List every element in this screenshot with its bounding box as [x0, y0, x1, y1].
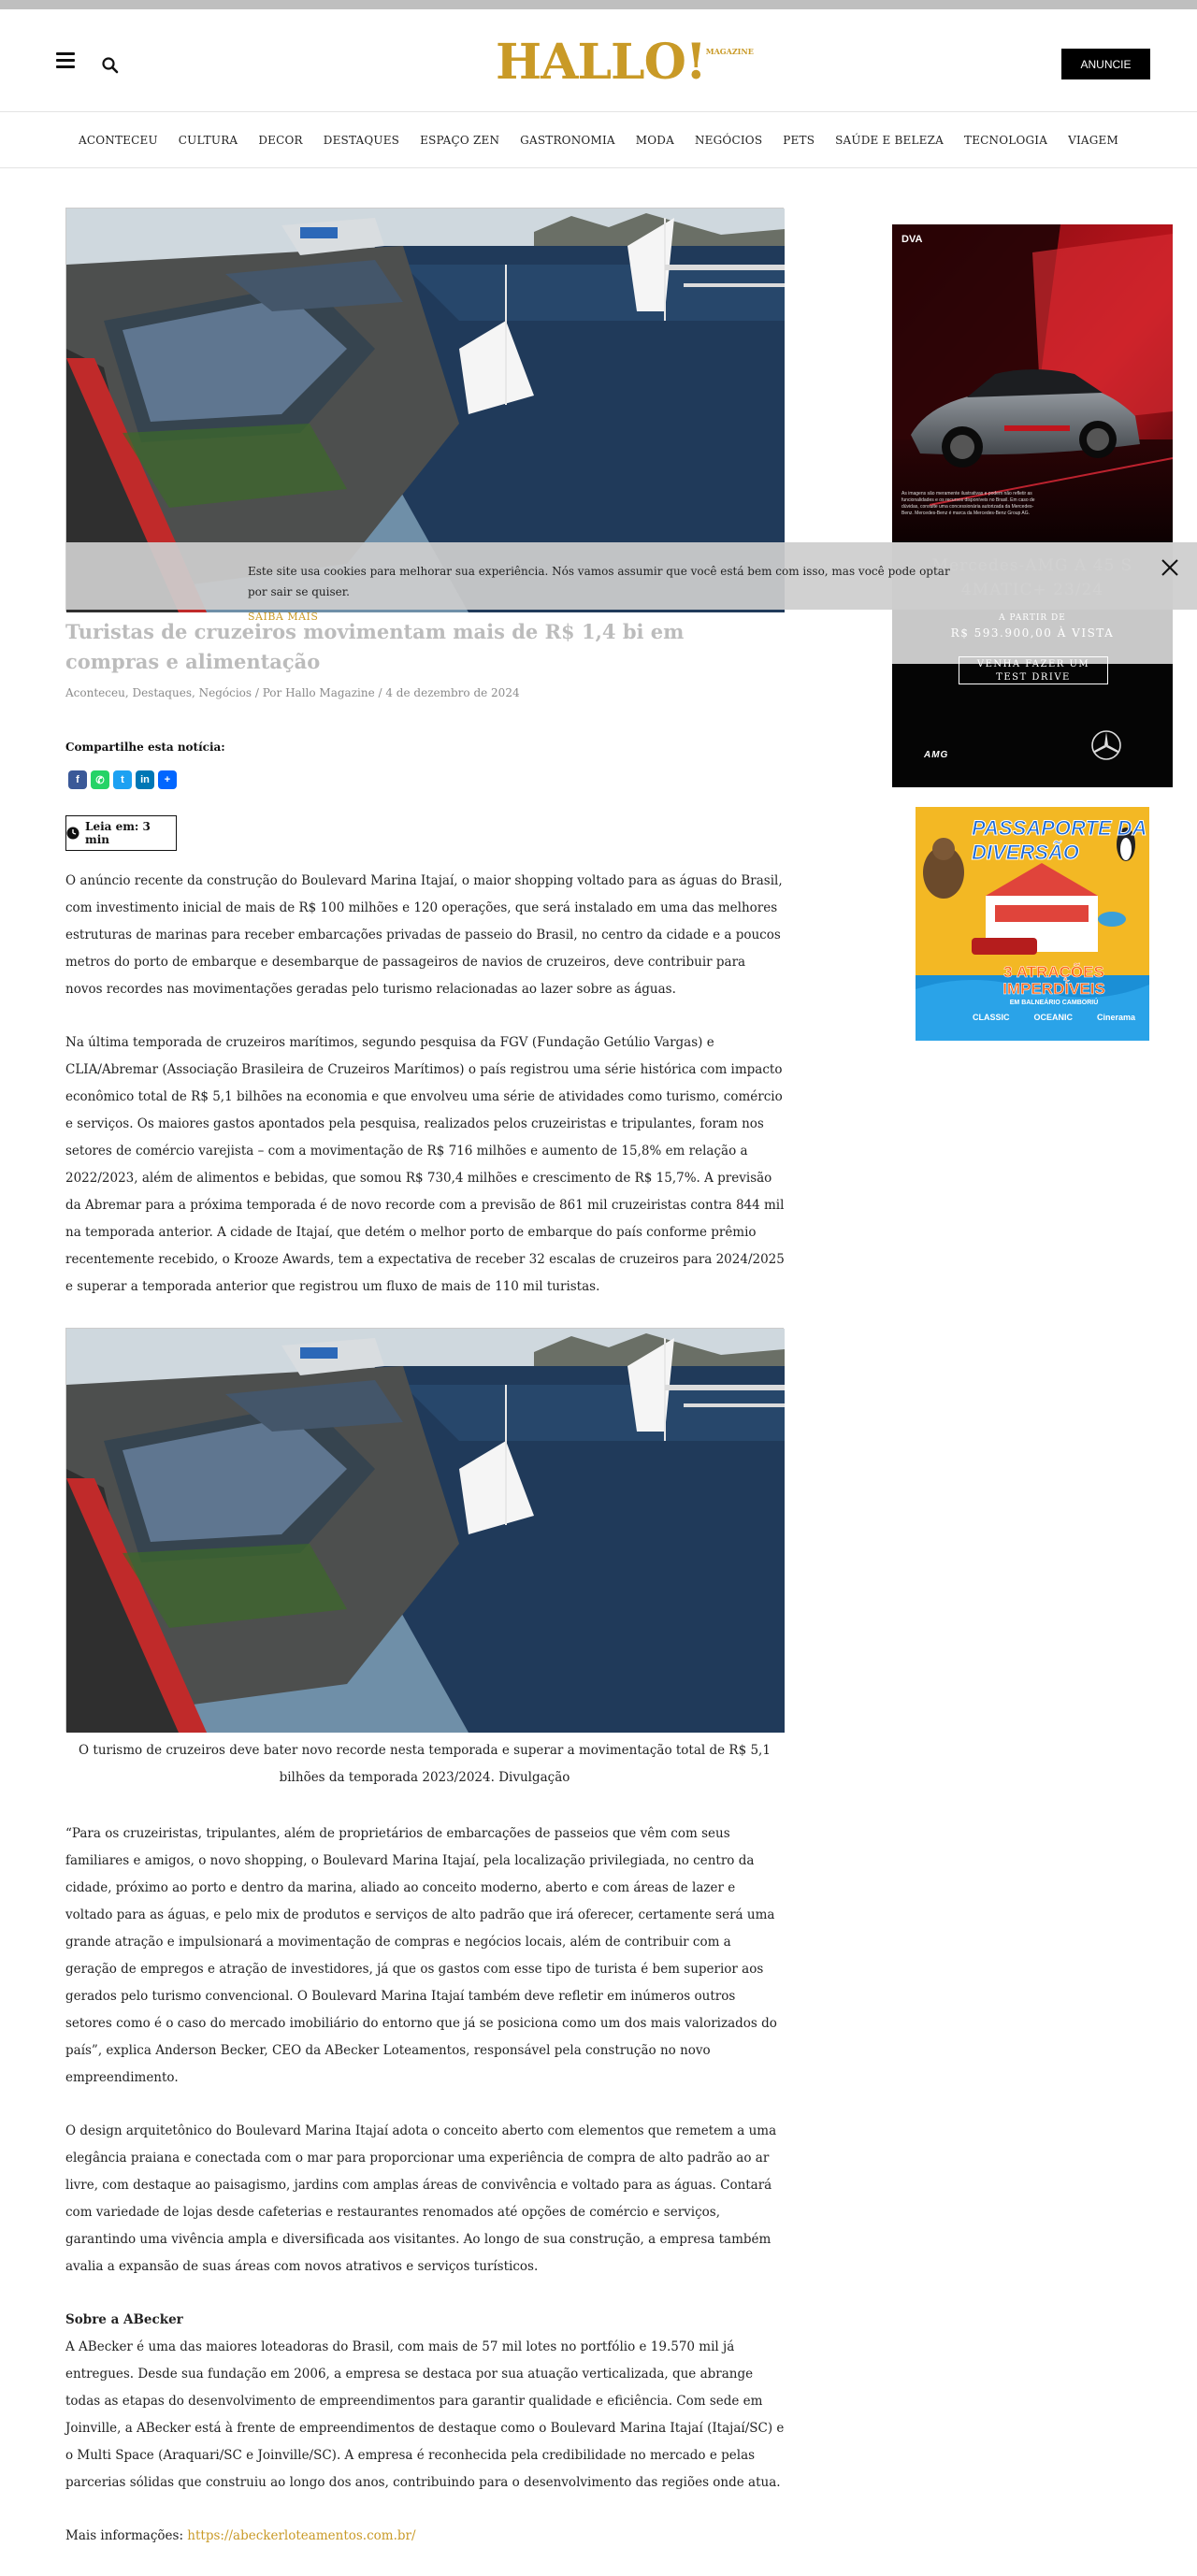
park-ad-sub: EM BALNEÁRIO CAMBORIÚ [1009, 1000, 1099, 1006]
article-paragraph: “Para os cruzeiristas, tripulantes, além de proprietários de embarcações de passeios que vêm com seus familiares e amigos, o novo shopping, o Boulevard Marina Itajaí, pela localização privilegiada, no centro da cidade, próximo ao porto e dentro da marina, aliado ao conceito moderno, aberto e com áreas de lazer e voltado para as águas, e pelo mix de produtos e serviços de alto padrão que irá oferecer, certamente será uma grande atração e impulsionará a movimentação de compras e negócios locais, além de contribuir com a geração de empregos e atração de investidores, já que os gastos com esse tipo de turista é bem superior aos gerados pelo turismo convencional. O Boulevard Marina Itajaí também deve refletir em inúmeros outros setores como é o caso do mercado imobiliário do entorno que já se posiciona como um dos mais valorizados do país”, explica Anderson Becker, CEO da ABecker Loteamentos, responsável pela construção no novo empreendimento. [65, 1826, 777, 2085]
mercedes-star-icon [1090, 729, 1122, 761]
hamburger-menu-icon[interactable] [56, 52, 75, 69]
article-body-continued [65, 1820, 786, 2576]
nav-item-decor[interactable]: DECOR [258, 133, 303, 147]
inline-figure [65, 1328, 784, 1792]
cookie-more-link[interactable]: SAIBA MAIS [248, 611, 319, 623]
cookie-text: Este site usa cookies para melhorar sua experiência. Nós vamos assumir que você está bem com isso, mas você pode optar por sair se quiser. [248, 565, 950, 598]
whatsapp-icon[interactable]: ✆ [91, 770, 109, 789]
nav-item-negócios[interactable]: NEGÓCIOS [694, 133, 763, 147]
nav-item-aconteceu[interactable]: ACONTECEU [78, 133, 158, 147]
clock-icon [66, 827, 79, 840]
nav-item-pets[interactable]: PETS [783, 133, 815, 147]
article-paragraph: O anúncio recente da construção do Boulevard Marina Itajaí, o maior shopping voltado para as águas do Brasil, com investimento inicial de mais de R$ 100 milhões e 120 operações, que será instalado em uma das melhores estruturas de marinas para receber embarcações privadas de passeio do Brasil, no centro da cidade e a poucos metros do porto de embarque e desembarque de passageiros de navios de cruzeiros, deve contribuir para novos recordes nas movimentações geradas pelo turismo relacionadas ao lazer sobre as águas. [65, 873, 783, 997]
article-paragraph: Na última temporada de cruzeiros marítimos, segundo pesquisa da FGV (Fundação Getúlio Vargas) e CLIA/Abremar (Associação Brasileira de Cruzeiros Marítimos) o país registrou uma série histórica com impacto econômico total de R$ 5,1 bilhões na economia e que envolveu uma série de atividades como turismo, comércio e serviços. Os maiores gastos apontados pela pesquisa, realizados pelos cruzeiristas e tripulantes, foram nos setores de comércio varejista – com a movimentação de R$ 716 milhões e aumento de 15,8% em relação a 2022/2023, além de alimentos e bebidas, que somou R$ 730,4 milhões e crescimento de R$ 15,7%. A previsão da Abremar para a próxima temporada é de novo recorde com a previsão de 861 mil cruzeiristas contra 844 mil na temporada anterior. A cidade de Itajaí, que detém o melhor porto de embarque do país conforme prêmio recentemente recebido, o Krooze Awards, tem a expectativa de receber 32 escalas de cruzeiros para 2024/2025 e superar a temporada anterior que registrou um fluxo de mais de 110 mil turistas. [65, 1035, 785, 1294]
share-buttons [68, 770, 177, 789]
dva-logo: DVA [901, 234, 923, 245]
read-time-badge [65, 815, 177, 851]
test-drive-button[interactable]: VENHA FAZER UM TEST DRIVE [959, 656, 1108, 684]
park-ad-brands: CLASSIC OCEANIC Cinerama [972, 1013, 1135, 1022]
nav-item-espaço-zen[interactable]: ESPAÇO ZEN [420, 133, 500, 147]
share-label: Compartilhe esta notícia: [65, 741, 225, 754]
car-advertisement[interactable] [892, 224, 1173, 787]
about-paragraph: A ABecker é uma das maiores loteadoras do Brasil, com mais de 57 mil lotes no portfólio e 19.570 mil já entregues. Desde sua fundação em 2006, a empresa se destaca por sua atuação verticalizada, que abrange todas as etapas do desenvolvimento de empreendimentos para garantir qualidade e eficiência. Com sede em Joinville, a ABecker está à frente de empreendimentos de destaque como o Boulevard Marina Itajaí (Itajaí/SC) e o Multi Space (Araquari/SC e Joinville/SC). A empresa é reconhecida pela credibilidade no mercado e pelas parcerias sólidas que construiu ao longo dos anos, contribuindo para o desenvolvimento das regiões onde atua. [65, 2339, 785, 2490]
nav-item-moda[interactable]: MODA [635, 133, 674, 147]
article-title: Turistas de cruzeiros movimentam mais de R$ 1,4 bi em compras e alimentação [65, 620, 685, 673]
anuncie-button[interactable]: ANUNCIE [1061, 49, 1150, 79]
park-ad-title: PASSAPORTE DA DIVERSÃO [972, 816, 1147, 864]
park-advertisement[interactable] [916, 807, 1149, 1041]
site-logo[interactable]: HALLO!$^{MAGAZINE}$ [496, 34, 754, 91]
main-nav [0, 112, 1197, 168]
nav-item-viagem[interactable]: VIAGEM [1068, 133, 1118, 147]
facebook-icon[interactable]: f [68, 770, 87, 789]
article-paragraph: O design arquitetônico do Boulevard Marina Itajaí adota o conceito aberto com elementos que remetem a uma elegância praiana e conectada com o mar para proporcionar uma experiência de compra de alto padrão ao ar livre, com destaque ao paisagismo, jardins com amplas áreas de convivência e voltado para as águas. Contará com variedade de lojas desde cafeterias e restaurantes renomados até opções de comércio e serviços, garantindo uma vivência ampla e diversificada aos visitantes. Ao longo de sua construção, a empresa também avalia a expansão de suas áreas com novos atrativos e serviços turísticos. [65, 2123, 777, 2274]
car-ad-fine-print: As imagens são meramente ilustrativas e podem não refletir as funcionalidades e os recursos disponíveis no Brasil. Em caso de dúvidas, consulte uma concessionária autorizada da Mercedes-Benz. Mercedes-Benz é marca da Mercedes-Benz Group AG. [901, 491, 1035, 516]
amg-logo: AMG [924, 750, 949, 760]
article-meta: Aconteceu, Destaques, Negócios / Por Hallo Magazine / 4 de dezembro de 2024 [65, 686, 520, 699]
article-body [65, 868, 786, 1327]
share-icon[interactable]: + [158, 770, 177, 789]
nav-item-destaques[interactable]: DESTAQUES [323, 133, 400, 147]
site-header [0, 9, 1197, 112]
inline-image [65, 1328, 784, 1732]
about-heading: Sobre a ABecker [65, 2312, 183, 2327]
nav-item-saúde-e-beleza[interactable]: SAÚDE E BELEZA [835, 133, 944, 147]
nav-item-cultura[interactable]: CULTURA [178, 133, 238, 147]
more-info-link[interactable]: https://abeckerloteamentos.com.br/ [187, 2528, 416, 2543]
car-ad-price-prefix: A PARTIR DE [999, 613, 1066, 623]
linkedin-icon[interactable]: in [136, 770, 154, 789]
read-time-text: Leia em: 3 min [85, 820, 151, 846]
nav-item-gastronomia[interactable]: GASTRONOMIA [520, 133, 615, 147]
car-ad-price: R$ 593.900,00 À VISTA [950, 626, 1115, 640]
more-info: Mais informações: https://abeckerloteamentos.com.br/ [65, 2528, 416, 2543]
twitter-icon[interactable]: t [113, 770, 132, 789]
browser-top-strip [0, 0, 1197, 9]
image-caption: O turismo de cruzeiros deve bater novo recorde nesta temporada e superar a movimentação total de R$ 5,1 bilhões da temporada 2023/2024. Divulgação [79, 1743, 771, 1785]
park-ad-headline: 3 ATRAÇÕES IMPERDÍVEIS [1002, 963, 1105, 998]
nav-item-tecnologia[interactable]: TECNOLOGIA [964, 133, 1048, 147]
close-icon[interactable] [1158, 555, 1182, 580]
search-icon[interactable] [101, 56, 120, 75]
